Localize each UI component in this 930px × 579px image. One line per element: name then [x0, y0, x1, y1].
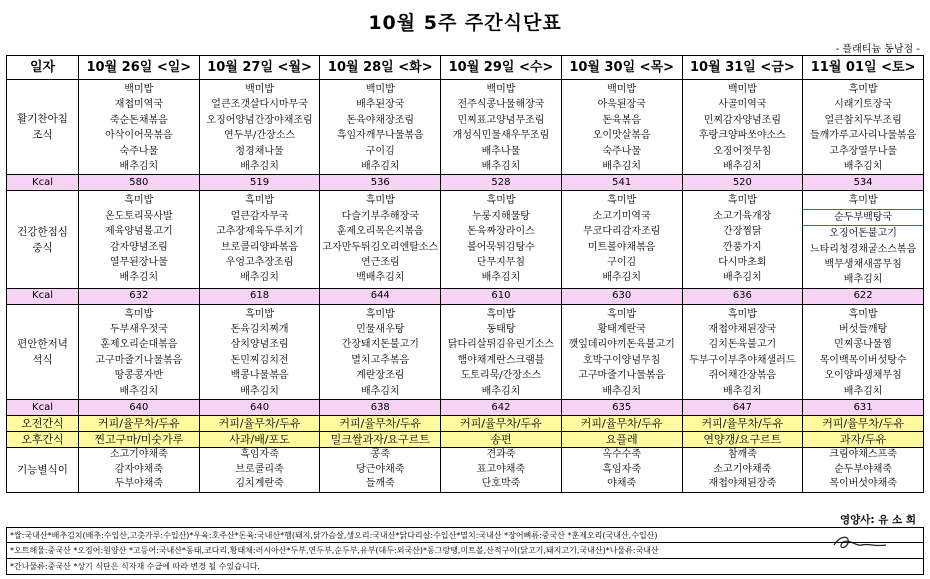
menu-item: 흑미밥: [245, 308, 275, 320]
dinner-menu-cell: [682, 304, 803, 399]
kcal-value: 631: [803, 400, 924, 416]
menu-item: 우엉고추장조림: [225, 256, 294, 268]
menu-item: 후랑크양파쏘야소스: [698, 130, 786, 142]
dietitian-name: 영양사: 유 소 희: [839, 514, 916, 526]
menu-item: 백미밥: [486, 84, 516, 95]
menu-item: 도토리묵/간장소스: [460, 370, 542, 382]
kcal-value: 541: [561, 175, 682, 191]
menu-item: 고추장제육두루치기: [216, 226, 304, 238]
menu-item: 배추김치: [119, 272, 159, 284]
porridge-item: 야채죽: [607, 478, 637, 490]
morning-snack-cell: 커피/율무차/두유: [320, 416, 441, 432]
dinner-menu-cell: [199, 304, 320, 399]
menu-item: 오징어돈불고기: [829, 228, 897, 240]
special-diet-cell: [320, 448, 441, 493]
menu-item: 배추된장국: [356, 99, 405, 111]
special-diet-cell: [441, 448, 562, 493]
dinner-kcal-row: [7, 400, 924, 416]
breakfast-menu-cell: [803, 80, 924, 175]
menu-item: 죽순돈채볶음: [109, 114, 168, 126]
menu-item: 오징어양념간장야채조림: [206, 114, 313, 126]
morning-snack-cell: 커피/율무차/두유: [561, 416, 682, 432]
menu-item: 느타리청경채굴소스볶음: [809, 243, 917, 255]
header-day: 10월 27일 <월>: [199, 56, 320, 80]
menu-item: 배추김치: [843, 385, 883, 397]
menu-item: 깻잎데리야끼돈육불고기: [568, 339, 675, 351]
lunch-menu-cell: [561, 191, 682, 288]
header-row: [7, 56, 924, 80]
porridge-item: 소고기야채죽: [713, 463, 772, 475]
menu-item: 깐풍가지: [723, 241, 762, 253]
menu-item: 황태계란국: [597, 324, 646, 336]
afternoon-snack-label: 오후간식: [7, 432, 79, 448]
menu-item: 흑임자깨무나물볶음: [336, 130, 424, 142]
menu-item: 다시마초회: [718, 256, 767, 268]
dinner-label: [7, 304, 79, 399]
menu-item: 호박구이양념무침: [583, 354, 661, 366]
porridge-item: 당근야채죽: [356, 463, 405, 475]
menu-item: 쥐어채간장볶음: [708, 370, 777, 382]
menu-item: 단무지무침: [476, 256, 526, 268]
kcal-value: 640: [199, 400, 320, 416]
porridge-item: 콩죽: [370, 449, 390, 461]
kcal-value: 630: [561, 288, 682, 304]
menu-item: 돈육김치찌개: [230, 324, 289, 336]
menu-item: 사골미역국: [718, 99, 767, 111]
afternoon-snack-cell: 과자/두유: [803, 432, 924, 448]
lunch-label-sub: 중식: [32, 241, 53, 254]
menu-item: 배추김치: [481, 385, 521, 397]
menu-item: 흑미밥: [486, 308, 516, 320]
menu-item: 버섯들깨탕: [838, 324, 888, 336]
menu-item: 브로콜리양파볶음: [220, 241, 299, 253]
menu-item: 흑미밥: [848, 308, 878, 320]
menu-item: 백미밥: [245, 84, 275, 95]
menu-item: 구이김: [607, 256, 637, 268]
porridge-item: 옥수수죽: [602, 449, 641, 461]
kcal-value: 618: [199, 288, 320, 304]
menu-item: 고구마줄기나물볶음: [95, 354, 183, 366]
menu-item: 열무된장나물: [109, 256, 168, 268]
afternoon-snack-row: [7, 432, 924, 448]
special-diet-cell: [682, 448, 803, 493]
menu-item: 오이양파생채무침: [824, 370, 902, 382]
kcal-value: 638: [320, 400, 441, 416]
menu-item: 훈제오리순대볶음: [100, 339, 178, 351]
kcal-value: 622: [803, 288, 924, 304]
menu-item: 배추나물: [481, 145, 521, 157]
header-day: 10월 26일 <일>: [79, 56, 200, 80]
breakfast-row: [7, 80, 924, 175]
morning-snack-label: 오전간식: [7, 416, 79, 432]
dinner-row: [7, 304, 924, 399]
menu-item: 흑미밥: [607, 195, 637, 207]
menu-item: 두부구이부추야채샐러드: [689, 354, 796, 366]
dinner-menu-cell: [320, 304, 441, 399]
origin-note-3: *간나물류:중국산 *상기 식단은 식자재 수급에 따라 변경 될 수있습니다.: [6, 559, 924, 575]
header-day: 10월 28일 <화>: [320, 56, 441, 80]
lunch-label-main: 건강한점심: [17, 225, 68, 238]
breakfast-label-main: 활기찬아침: [17, 113, 68, 126]
dinner-label-sub: 석식: [32, 353, 53, 366]
menu-item: 연두부/간장소스: [224, 130, 296, 142]
porridge-item: 목이버섯야채죽: [829, 478, 897, 490]
porridge-item: 크림야채스프죽: [829, 449, 897, 461]
lunch-row: [7, 191, 924, 288]
breakfast-kcal-row: [7, 175, 924, 191]
menu-item: 온도토리묵사발: [105, 210, 173, 222]
afternoon-snack-cell: 요플레: [561, 432, 682, 448]
kcal-label: Kcal: [7, 400, 79, 416]
menu-item: 돈육볶음: [602, 114, 641, 126]
kcal-value: 640: [79, 400, 200, 416]
menu-item: 배추김치: [360, 385, 400, 397]
menu-item: 숙주나물: [119, 145, 159, 157]
morning-snack-cell: 커피/율무차/두유: [682, 416, 803, 432]
kcal-value: 534: [803, 175, 924, 191]
header-day: 10월 30일 <목>: [561, 56, 682, 80]
lunch-kcal-row: [7, 288, 924, 304]
menu-item: 동태탕: [486, 324, 516, 336]
menu-item: 배추김치: [481, 160, 521, 172]
porridge-item: 흑임자죽: [240, 449, 279, 461]
menu-item: 개성식민물새우무조림: [452, 130, 550, 142]
menu-item: 얼큰참치두부조림: [824, 114, 902, 126]
menu-item: 백미밥: [607, 84, 637, 95]
menu-item: 아삭이어묵볶음: [105, 130, 173, 142]
menu-item: 훈제오리목은지볶음: [336, 226, 424, 238]
dinner-menu-cell: [441, 304, 562, 399]
morning-snack-row: [7, 416, 924, 432]
lunch-menu-cell: [79, 191, 200, 288]
header-day: 10월 31일 <금>: [682, 56, 803, 80]
kcal-value: 580: [79, 175, 200, 191]
lunch-menu-cell: [320, 191, 441, 288]
menu-item: 배추김치: [602, 385, 641, 397]
menu-item: 볼어묵튀김탕수: [467, 241, 535, 253]
kcal-label: Kcal: [7, 288, 79, 304]
menu-item: 멸치고추볶음: [351, 354, 410, 366]
menu-item: 햄야채계란스크램블: [457, 354, 545, 366]
special-diet-cell: [803, 448, 924, 493]
porridge-item: 단호박죽: [481, 478, 521, 490]
menu-item: 백미밥: [727, 84, 757, 95]
porridge-item: 표고야채죽: [476, 463, 526, 475]
special-diet-label: 기능별식이: [7, 448, 79, 493]
menu-item: 배추김치: [843, 160, 883, 172]
kcal-value: 636: [682, 288, 803, 304]
menu-item: 배추김치: [723, 160, 762, 172]
menu-item: 흑미밥: [727, 195, 757, 207]
porridge-item: 재첩야채된장죽: [708, 478, 777, 490]
breakfast-menu-cell: [199, 80, 320, 175]
menu-item: 배추김치: [119, 160, 159, 172]
header-date-label: 일자: [7, 56, 79, 80]
lunch-menu-cell: [199, 191, 320, 288]
menu-item: 배추김치: [723, 272, 762, 284]
menu-item: 들깨가루고사리나물볶음: [809, 130, 917, 142]
menu-item: 얼큰감자무국: [230, 210, 289, 222]
morning-snack-cell: 커피/율무차/두유: [803, 416, 924, 432]
special-diet-cell: [79, 448, 200, 493]
menu-item: 오징어젓무침: [713, 145, 772, 157]
menu-item: 순두부백탕국: [803, 209, 924, 226]
menu-item: 고자만두튀김오리엔탈소스: [322, 241, 439, 253]
menu-item: 배추김치: [602, 160, 641, 172]
menu-item: 돈육짜장라이스: [467, 226, 535, 238]
menu-item: 청경채나물: [235, 145, 284, 157]
kcal-value: 519: [199, 175, 320, 191]
menu-item: 흑미밥: [124, 308, 154, 320]
kcal-value: 520: [682, 175, 803, 191]
porridge-item: 순두부야채죽: [834, 463, 893, 475]
menu-item: 흑미밥: [124, 195, 154, 207]
menu-item: 누룽지해물탕: [471, 210, 530, 222]
menu-item: 간장돼지돈불고기: [341, 339, 419, 351]
menu-item: 흑미밥: [607, 308, 637, 320]
branch-name: - 플래티늄 동남점 -: [835, 44, 920, 55]
breakfast-label-sub: 조식: [32, 129, 53, 142]
menu-item: 배추김치: [240, 160, 279, 172]
menu-item: 다슬기부추해장국: [341, 210, 419, 222]
menu-item: 얼큰조갯살다시마무국: [211, 99, 308, 111]
menu-item: 재첩야채된장국: [708, 324, 777, 336]
kcal-value: 642: [441, 400, 562, 416]
porridge-item: 흑임자죽: [602, 463, 641, 475]
morning-snack-cell: 커피/율무차/두유: [199, 416, 320, 432]
menu-item: 돈육야채장조림: [346, 114, 415, 126]
menu-item: 미트볼야채볶음: [587, 241, 656, 253]
kcal-value: 647: [682, 400, 803, 416]
kcal-value: 632: [79, 288, 200, 304]
menu-item: 고추장열무나물: [829, 145, 897, 157]
kcal-value: 536: [320, 175, 441, 191]
menu-item: 민찌콩나물찜: [834, 339, 893, 351]
menu-item: 두부새우젓국: [109, 324, 168, 336]
breakfast-menu-cell: [320, 80, 441, 175]
menu-item: 민물새우탕: [356, 324, 405, 336]
menu-item: 배추김치: [360, 160, 400, 172]
porridge-item: 감자야채죽: [114, 463, 163, 475]
kcal-value: 528: [441, 175, 562, 191]
origin-note-2: *오트해물:중국산 *오징어:원양산 *고등어:국내산*동태,코다리,황태채:러시아산*두부,연두부,순두부,유부(대두:외국산)*동그랑땡,미트볼,산적구이(닭고기,돼지고기,국내산)*나물류:국내산: [6, 543, 924, 559]
porridge-item: 참깨죽: [727, 449, 757, 461]
menu-item: 아욱된장국: [597, 99, 646, 111]
breakfast-menu-cell: [682, 80, 803, 175]
afternoon-snack-cell: 찐고구마/미숫가루: [79, 432, 200, 448]
page-title: 10월 5주 주간식단표: [368, 12, 562, 34]
porridge-item: 브로콜리죽: [235, 463, 284, 475]
lunch-menu-cell: [803, 191, 924, 288]
menu-item: 계란장조림: [356, 370, 405, 382]
menu-item: 백미밥: [365, 84, 395, 95]
menu-item: 백미밥: [124, 84, 154, 95]
menu-item: 백무생채새콤무침: [824, 258, 902, 270]
menu-item: 민찌표고양념무조림: [457, 114, 545, 126]
morning-snack-cell: 커피/율무차/두유: [79, 416, 200, 432]
menu-item: 재첩미역국: [114, 99, 163, 111]
menu-item: 흑미밥: [727, 308, 757, 320]
menu-item: 간장찜닭: [723, 226, 762, 238]
menu-item: 연근조림: [360, 256, 400, 268]
menu-item: 배추김치: [240, 272, 279, 284]
origin-note-1: *쌀:국내산*배추김치(배추:수입산,고춧가루:수입산)*우육:호주산*돈육:국내산*햄(돼지,닭가슴살,생오리:국내산*닭다리살:수입산*멸치:국내산 *장어뼈류:중국산 *훈제오리(국내산,수입산): [6, 527, 924, 543]
menu-item: 숙주나물: [602, 145, 641, 157]
kcal-value: 610: [441, 288, 562, 304]
weekly-menu-table: [6, 55, 924, 493]
menu-item: 돈민찌김치전: [230, 354, 289, 366]
menu-item: 흑미밥: [365, 195, 395, 207]
afternoon-snack-cell: 사과/배/포도: [199, 432, 320, 448]
afternoon-snack-cell: 연양갱/요구르트: [682, 432, 803, 448]
menu-item: 흑미밥: [245, 195, 275, 207]
porridge-item: 김치계란죽: [235, 478, 284, 490]
menu-item: 흑미밥: [486, 195, 516, 207]
menu-item: 구이김: [365, 145, 395, 157]
porridge-item: 견과죽: [486, 449, 516, 461]
lunch-menu-cell: [682, 191, 803, 288]
porridge-item: 들깨죽: [365, 478, 395, 490]
menu-item: 제육양념볼고기: [105, 226, 173, 238]
lunch-menu-cell: [441, 191, 562, 288]
menu-item: 백배추김치: [356, 272, 405, 284]
morning-snack-cell: 커피/율무차/두유: [441, 416, 562, 432]
menu-item: 닭다리살튀김유린기소스: [447, 339, 555, 351]
menu-item: 시래기토장국: [834, 99, 893, 111]
menu-item: 배추김치: [602, 272, 641, 284]
porridge-item: 소고기야채죽: [109, 449, 168, 461]
dinner-menu-cell: [803, 304, 924, 399]
menu-item: 고구마줄기나물볶음: [578, 370, 666, 382]
menu-item: 배추김치: [119, 385, 159, 397]
menu-item: 민찌감자양념조림: [703, 114, 781, 126]
afternoon-snack-cell: 송편: [441, 432, 562, 448]
breakfast-menu-cell: [79, 80, 200, 175]
menu-item: 삼치양념조림: [230, 339, 289, 351]
menu-item: 흑미밥: [365, 308, 395, 320]
porridge-item: 두부야채죽: [114, 478, 163, 490]
menu-item: 흑미밥: [848, 84, 878, 95]
breakfast-label: [7, 80, 79, 175]
kcal-value: 644: [320, 288, 441, 304]
special-diet-cell: [561, 448, 682, 493]
lunch-label: [7, 191, 79, 288]
header-day: 11월 01일 <토>: [803, 56, 924, 80]
afternoon-snack-cell: 밀크쌀과자/요구르트: [320, 432, 441, 448]
menu-item: 김치돈육불고기: [708, 339, 777, 351]
dinner-menu-cell: [561, 304, 682, 399]
menu-item: 목이백목이버섯탕수: [819, 354, 907, 366]
menu-item: 배추김치: [843, 274, 883, 286]
header-day: 10월 29일 <수>: [441, 56, 562, 80]
breakfast-menu-cell: [561, 80, 682, 175]
menu-item: 소고기육개장: [713, 210, 772, 222]
menu-item: 땅콩콩자반: [114, 370, 163, 382]
menu-item: 배추김치: [481, 272, 521, 284]
menu-item: 소고기미역국: [592, 210, 651, 222]
kcal-label: Kcal: [7, 175, 79, 191]
menu-item: 배추김치: [240, 385, 279, 397]
dinner-menu-cell: [79, 304, 200, 399]
menu-item: 백콩나물볶음: [230, 370, 289, 382]
special-diet-row: [7, 448, 924, 493]
menu-item: 무코다리감자조림: [583, 226, 661, 238]
menu-item: 배추김치: [723, 385, 762, 397]
special-diet-cell: [199, 448, 320, 493]
menu-item: 감자양념조림: [109, 241, 168, 253]
dinner-label-main: 편안한저녁: [17, 337, 68, 350]
menu-item: 전주식콩나물해장국: [457, 99, 545, 111]
kcal-value: 635: [561, 400, 682, 416]
menu-item: 흑미밥: [848, 195, 878, 207]
breakfast-menu-cell: [441, 80, 562, 175]
menu-item: 오이맛살볶음: [592, 130, 651, 142]
